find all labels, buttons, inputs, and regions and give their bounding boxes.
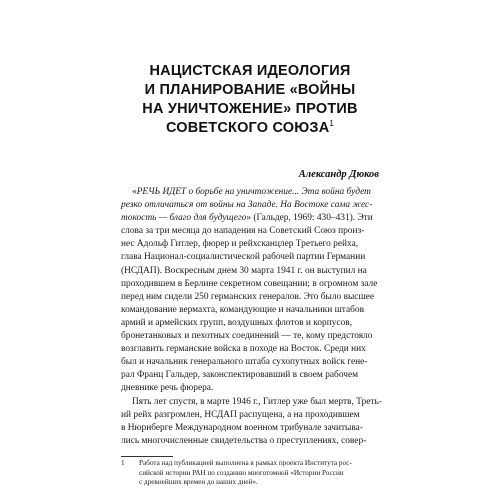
body-line: дневнике речь фюрера. bbox=[121, 383, 214, 394]
chapter-title-line: НАЦИСТСКАЯ ИДЕОЛОГИЯ bbox=[149, 63, 351, 79]
footnote-line: сийской истории РАН по созданию многотомной «Истории России bbox=[139, 468, 344, 477]
footnote-line: с древнейших времен до наших дней». bbox=[139, 478, 258, 487]
body-line: ий рейх разгромлен, НСДАП распущена, а на проходившем bbox=[121, 409, 360, 420]
body-line: командование вермахта, командующие и начальники штабов bbox=[121, 304, 365, 315]
footnote bbox=[121, 459, 383, 488]
footnote-reference: 1 bbox=[329, 119, 335, 129]
body-line: возглавить германские войска в походе на Восток. Среди них bbox=[121, 344, 366, 355]
body-line: лись многочисленные свидетельства о преступлениях, совер- bbox=[121, 435, 367, 446]
body-line: нес Адольф Гитлер, фюрер и рейхсканцлер Третьего рейха, bbox=[121, 239, 359, 250]
body-text bbox=[121, 186, 381, 448]
chapter-title-text: СОВЕТСКОГО СОЮЗА bbox=[165, 120, 330, 136]
body-line: рал Франц Гальдер, законспектировавший в своем рабочем bbox=[121, 370, 359, 381]
body-line bbox=[121, 212, 381, 225]
body-line: бронетанковых и пехотных соединений — те, кому предстояло bbox=[121, 331, 373, 342]
chapter-title-line bbox=[90, 119, 410, 138]
body-line: был и начальник генерального штаба сухопутных войск гене- bbox=[121, 357, 368, 368]
citation-text: » (Гальдер, 1969: 430–431). Эти bbox=[246, 213, 373, 224]
chapter-title-line: НА УНИЧТОЖЕНИЕ» ПРОТИВ bbox=[142, 101, 358, 117]
body-line bbox=[121, 186, 381, 199]
body-line: резко отличаться от войны на Западе. На Востоке сама жес- bbox=[121, 200, 373, 211]
quote-text: токость — благо для будущего bbox=[121, 213, 247, 224]
body-line: армий и армейских групп, воздушных флотов и корпусов, bbox=[121, 317, 353, 328]
author-name: Александр Дюков bbox=[298, 169, 379, 180]
body-line: глава Национал-социалистической рабочей партии Германии bbox=[121, 252, 366, 263]
footnote-line: Работа над публикацией выполнена в рамках проекта Института рос- bbox=[139, 459, 352, 467]
footnote-divider bbox=[121, 456, 173, 457]
body-line: в Нюрнберге Международном военном трибунале зачитыва- bbox=[121, 422, 363, 433]
body-line: слова за три месяца до нападения на Советский Союз произ- bbox=[121, 226, 365, 237]
body-line: (НСДАП). Воскресным днем 30 марта 1941 г. он выступил на bbox=[121, 265, 367, 276]
body-line: Пять лет спустя, в марте 1946 г., Гитлер уже был мертв, Треть- bbox=[132, 396, 382, 407]
chapter-title-line: И ПЛАНИРОВАНИЕ «ВОЙНЫ bbox=[144, 82, 356, 98]
chapter-title bbox=[90, 62, 410, 138]
footnote-mark: 1 bbox=[121, 459, 125, 467]
body-line: проходившем в Берлине секретном совещании; в огромном зале bbox=[121, 278, 378, 289]
quote-text: РЕЧЬ ИДЕТ о борьбе на уничтожение... Эта война будет bbox=[136, 187, 371, 197]
quote-mark: « bbox=[132, 187, 137, 197]
body-line: перед ним сидели 250 германских генералов. Это было высшее bbox=[121, 291, 374, 302]
